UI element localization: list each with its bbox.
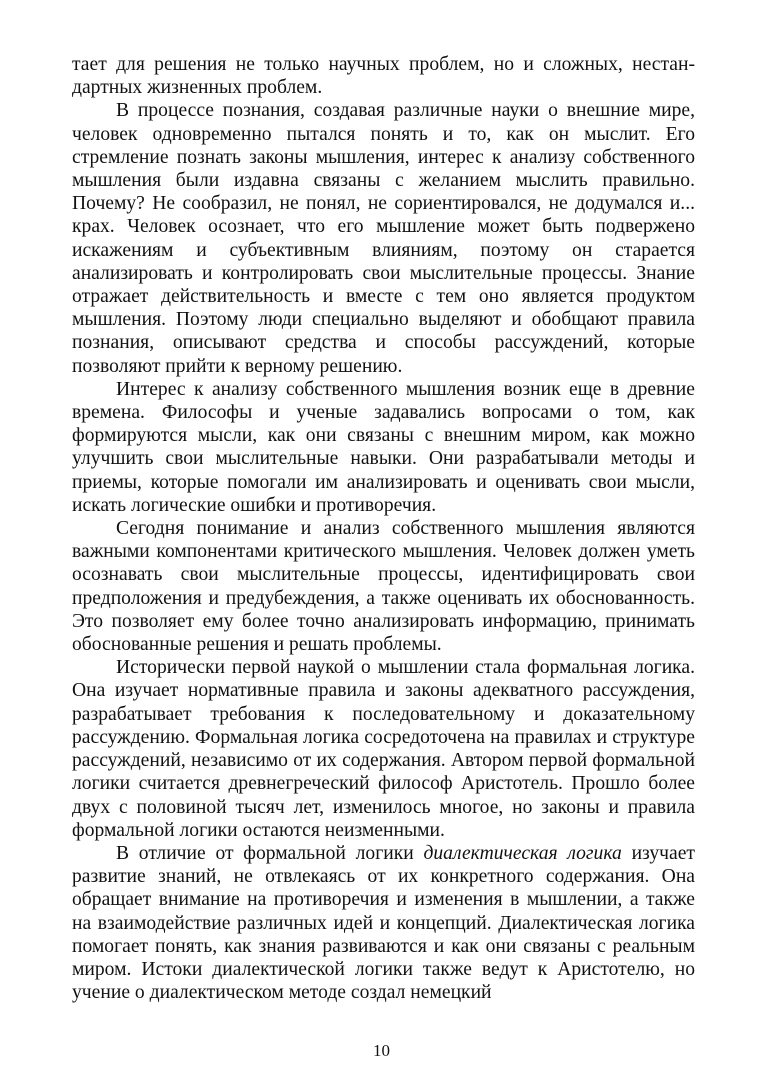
dialectical-text-after: изучает развитие знаний, не отвлекаясь от их конкретного содержания. Она обращает внимание на противоречия и изменения в мышлении, а также на взаимодействие различных идей и концепций. Диалектическая логика помогает понять, как знания развиваются и как они связаны с реальным миром. Истоки диалектической логики также ведут к Аристотелю, но учение о диалектическом методе создал немецкий: [72, 842, 695, 1004]
paragraph-cognition: В процессе познания, создавая различные науки о внешние мире, человек одновременно пытался понять и то, как он мыслит. Его стремление познать законы мышления, интерес к анализу собственного мышления были издавна связаны с желанием мыслить правильно. Почему? Не сообразил, не понял, не сориентировался, не додумался и... крах. Человек осознает, что его мышление может быть подвержено искажениям и субъективным влияниям, поэтому он старается анализировать и контролировать свои мыслительные процессы. Знание отражает действительность и вместе с тем оно является продуктом мышления. Поэтому люди специально выделяют и обобщают правила познания, описывают средства и способы рассуждений, которые позволяют прийти к верному решению.: [72, 100, 695, 377]
paragraph-formal-logic: Исторически первой наукой о мышлении стала формальная логика. Она изучает нормативные правила и законы адекватного рассуждения, разрабатывает требования к последовательному и доказательному рассуждению. Формальная логика сосредоточена на правилах и структуре рассуждений, независимо от их содержания. Автором первой формальной логики считается древнегреческий философ Аристотель. Прошло более двух с половиной тысяч лет, изменилось многое, но законы и правила формальной логики остаются неизменными.: [72, 657, 695, 841]
body-text: [72, 53, 695, 1004]
page-number: 10: [373, 1041, 390, 1060]
dialectical-logic-term: диалектическая логика: [423, 842, 622, 864]
paragraph-dialectical-logic: [72, 842, 695, 1004]
dialectical-text-before: В отличие от формальной логики: [116, 842, 424, 864]
paragraph-ancient-interest: Интерес к анализу собственного мышления возник еще в древние времена. Философы и ученые задавались вопросами о том, как формируются мысли, как они связаны с внешним миром, как можно улучшить свои мыслительные навыки. Они разрабатывали методы и приемы, которые помогали им анализировать и оценивать свои мысли, искать логические ошибки и противоречия.: [72, 378, 695, 516]
paragraph-continuation: тает для решения не только научных проблем, но и сложных, нестандартных жизненных проблем.: [72, 54, 695, 99]
paragraph-critical-thinking: Сегодня понимание и анализ собственного мышления являются важными компонентами критического мышления. Человек должен уметь осознавать свои мыслительные процессы, идентифицировать свои предположения и предубеждения, а также оценивать их обоснованность. Это позволяет ему более точно анализировать информацию, принимать обоснованные решения и решать проблемы.: [72, 518, 695, 656]
